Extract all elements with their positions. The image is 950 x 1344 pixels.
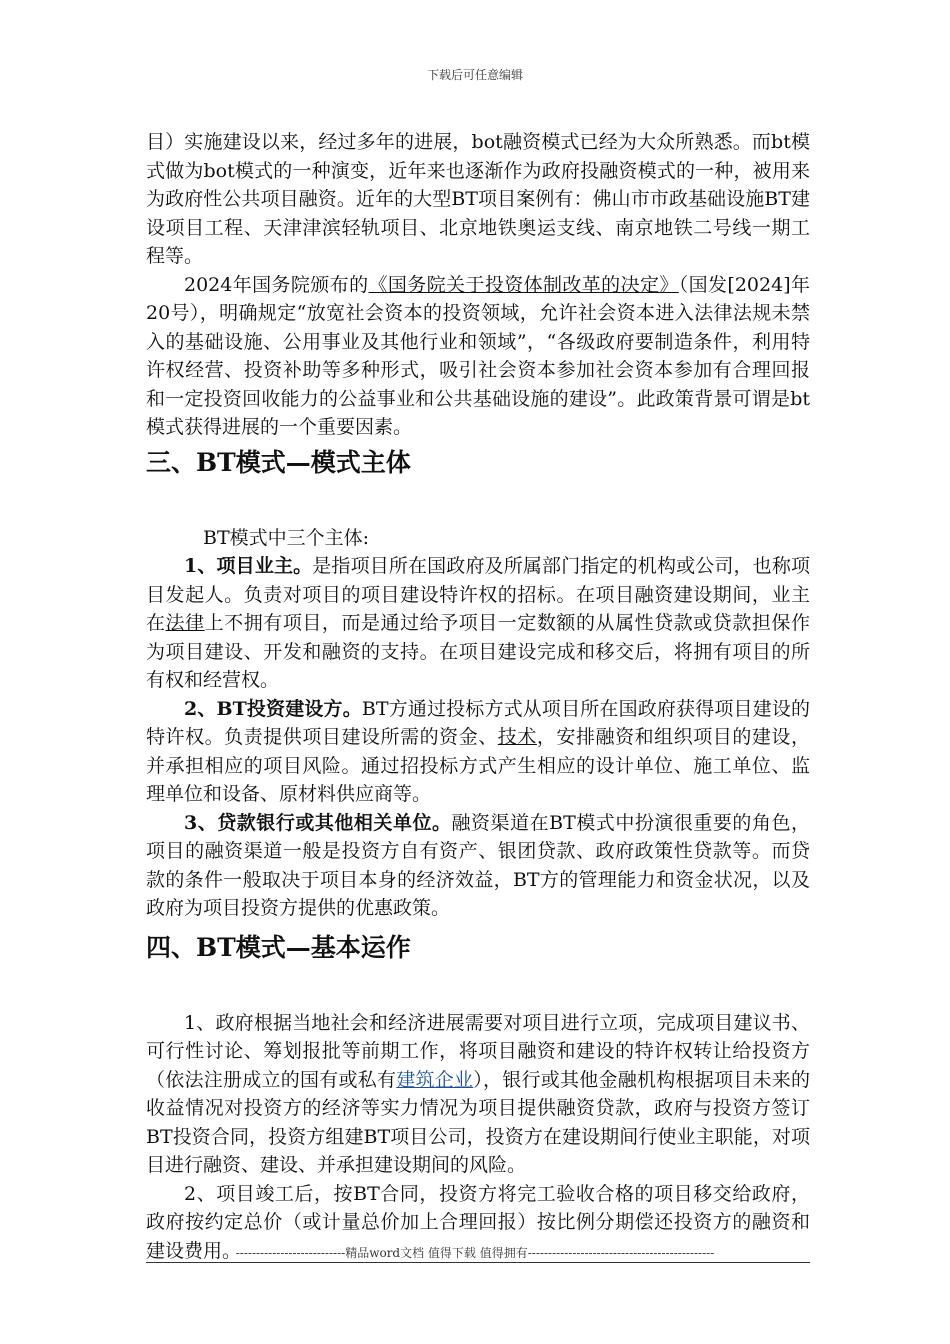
subject-item-bank [146,809,810,923]
subject-item-investor [146,695,810,809]
operation-step-1 [146,1009,810,1180]
construction-enterprise-link[interactable]: 建筑企业 [396,1068,474,1091]
subject-text-owner-pre: 是指项目所在国政府及所属部门指定的机构或公司，也称项目发起人。负责对项目的项目建设特许权的招标。在项目融资建设期间，业主在 [146,555,810,634]
page-header: 下载后可任意编辑 [426,68,523,82]
subject-title-owner: 1、项目业主。 [184,555,313,577]
document-body [146,128,810,1265]
operation-step-1-post: ），银行或其他金融机构根据项目未来的收益情况对投资方的经济等实力情况为项目提供融资贷款，政府与投资方签订BT投资合同，投资方组建BT项目公司，投资方在建设期间行使业主职能，对项目进行融资、建设、并承担建设期间的风险。 [146,1068,810,1176]
policy-document-link[interactable]: 《国务院关于投资体制改革的决定》 [368,273,679,296]
paragraph-policy [146,271,810,442]
operation-step-2: 2、项目竣工后，按BT合同，投资方将完工验收合格的项目移交给政府，政府按约定总价（或计量总价加上合理回报）按比例分期偿还投资方的融资和建设费用。 [146,1182,810,1262]
paragraph-bot-background: 目）实施建设以来，经过多年的进展，bot融资模式已经为大众所熟悉。而bt模式做为bot模式的一种演变，近年来也逐渐作为政府投融资模式的一种，被用来为政府性公共项目融资。近年的大型BT项目案例有：佛山市市政基础设施BT建设项目工程、天津津滨轻轨项目、北京地铁奥运支线、南京地铁二号线一期工程等。 [146,131,810,267]
section-heading-3: 三、BT模式—模式主体 [146,447,411,477]
policy-text-post: （国发[2024]年20号），明确规定“放宽社会资本的投资领域，允许社会资本进入法律法规未禁入的基础设施、公用事业及其他行业和领域”，“各级政府要制造条件，利用特许权经营、投资补助等多种形式，吸引社会资本参加社会资本参加有合理回报和一定投资回收能力的公益事业和公共基础设施的建设”。此政策背景可谓是bt模式获得进展的一个重要因素。 [146,273,810,438]
subjects-intro: BT模式中三个主体: [203,526,370,549]
technology-link[interactable]: 技术 [497,726,537,748]
footer-divider [146,1262,810,1263]
law-link[interactable]: 法律 [165,612,205,634]
subject-item-owner [146,552,810,695]
policy-text-pre: 2024年国务院颁布的 [184,273,369,296]
subject-text-investor-pre: BT方通过投标方式从项目所在国政府获得项目建设的特许权。负责提供项目建设所需的资金、 [146,697,811,748]
subject-title-bank: 3、贷款银行或其他相关单位。 [184,811,452,834]
operation-step-1-pre: 1、政府根据当地社会和经济进展需要对项目进行立项，完成项目建议书、可行性讨论、筹划报批等前期工作，将项目融资和建设的特许权转让给投资方（依法注册成立的国有或私有 [146,1011,810,1091]
subject-text-bank: 融资渠道在BT模式中扮演很重要的角色，项目的融资渠道一般是投资方自有资产、银团贷款、政府政策性贷款等。而贷款的条件一般取决于项目本身的经济效益，BT方的管理能力和资金状况，以及政府为项目投资方提供的优惠政策。 [146,811,810,919]
page-footer: ---------------------------精品word文档 值得下载 值得拥有---------------------------------------------- [235,1246,715,1260]
subject-title-investor: 2、BT投资建设方。 [184,697,362,720]
subject-text-investor-post: ，安排融资和组织项目的建设，并承担相应的项目风险。通过招投标方式产生相应的设计单位、施工单位、监理单位和设备、原材料供应商等。 [146,726,810,805]
section-heading-4: 四、BT模式—基本运作 [146,932,411,962]
subject-text-owner-post: 上不拥有项目，而是通过给予项目一定数额的从属性贷款或贷款担保作为项目建设、开发和融资的支持。在项目建设完成和移交后，将拥有项目的所有权和经营权。 [146,612,810,691]
